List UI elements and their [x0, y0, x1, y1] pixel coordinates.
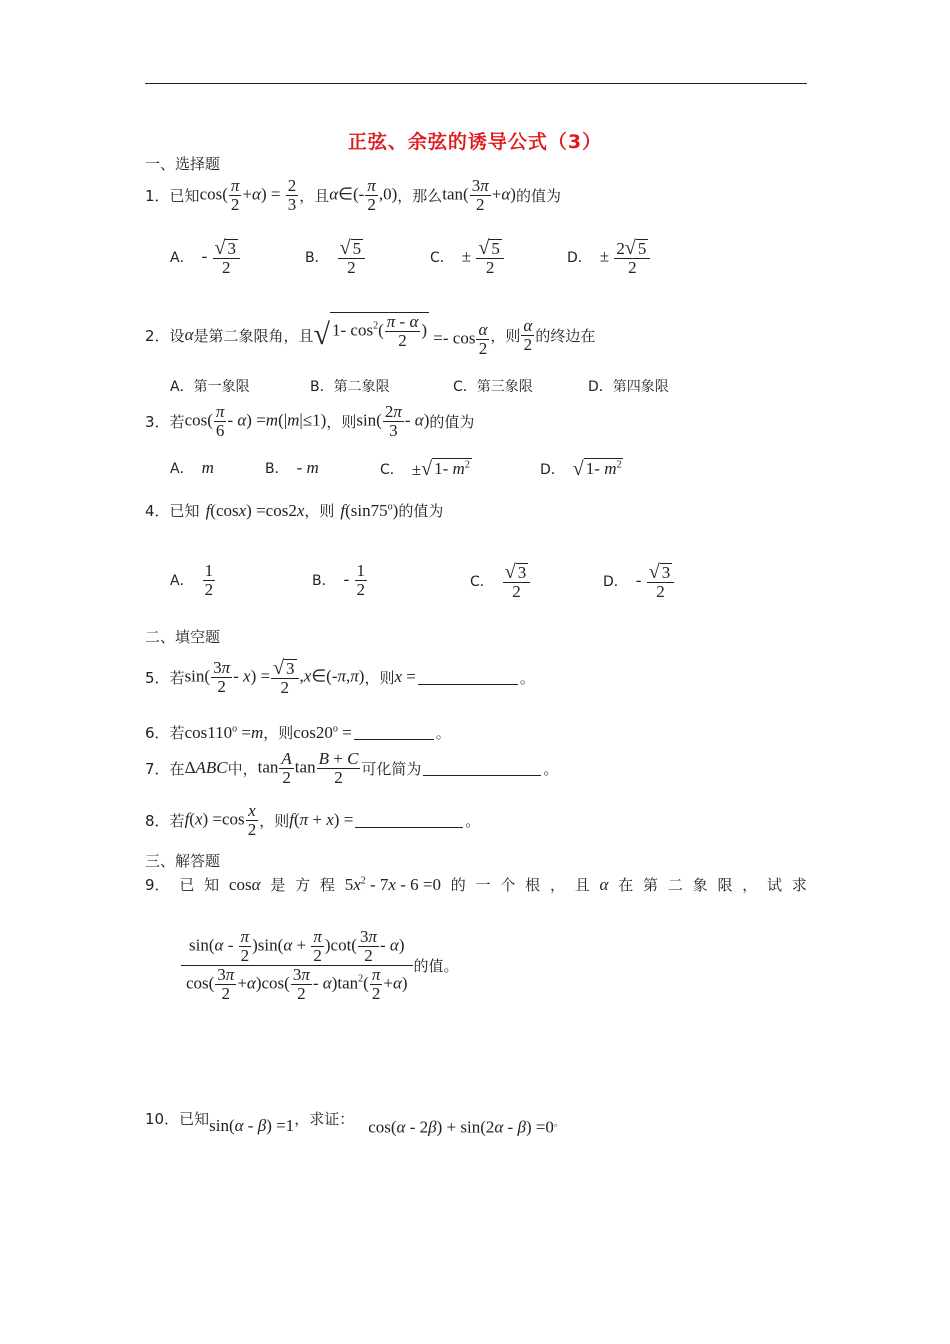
formula: tan( $\frac{3\pi}{2}$ +α)	[442, 176, 516, 214]
question-text: 第	[643, 876, 659, 894]
formula: sin(α - β) =1	[209, 1115, 295, 1135]
question-text: ，则	[259, 811, 290, 830]
answer-blank[interactable]	[355, 813, 463, 828]
option-label: A．	[170, 250, 194, 267]
question-text: 中，	[227, 759, 258, 778]
option-label: B．	[312, 573, 336, 590]
option-c[interactable]	[453, 376, 533, 396]
question-text: 设	[169, 326, 185, 345]
question-text: 方	[295, 876, 311, 894]
option-label: B．第二象限	[310, 379, 390, 395]
question-text: 在	[169, 759, 185, 778]
question-text: 二	[667, 876, 683, 894]
section-heading-fill: 二、填空题	[145, 628, 221, 646]
formula: sin(α - $\frac{\pi}{2}$ )sin(α + $\frac{\pi}{2}$ )cot( $\frac{3\pi}{2}$ - α) cos( $\frac{3\pi}{2}$ +α)cos( $\frac{3\pi}{2}$ - $\alpha)\tan^2$( $\frac{\pi}{2}$ +α)	[180, 928, 414, 1002]
option-label: A．	[170, 461, 194, 477]
option-label: A．第一象限	[170, 379, 250, 395]
option-d[interactable]: D． ± 2 √ 5 2	[567, 238, 651, 277]
question-text: 试	[767, 876, 783, 894]
question-text: 一	[475, 876, 491, 894]
formula: α	[599, 874, 609, 894]
question-text: 。	[435, 724, 451, 742]
question-text: 根	[525, 876, 541, 894]
option-a[interactable]: A． m	[170, 458, 214, 477]
option-a[interactable]: A． - √ 3 2	[170, 238, 241, 277]
option-a[interactable]: A． $\frac{1}{2}$	[170, 561, 214, 599]
question-text: 限	[717, 876, 733, 894]
option-label: C．	[380, 462, 404, 478]
formula: f(sin75$^o$)	[340, 500, 399, 520]
question-7	[145, 750, 558, 787]
question-text: 已知	[179, 1110, 210, 1129]
option-label: D．	[540, 462, 565, 478]
question-text: ，	[549, 876, 565, 894]
question-text: 个	[500, 876, 516, 894]
question-8	[145, 802, 480, 839]
question-text: 求	[791, 876, 807, 894]
question-text: 且	[574, 876, 590, 894]
question-number: 9．	[145, 876, 170, 894]
question-5	[145, 658, 535, 697]
question-text: 若	[169, 724, 185, 742]
question-text: 知	[204, 876, 220, 894]
question-text: 。	[465, 811, 481, 830]
formula: cos(α - 2β) + sin(2α - β) =0。	[368, 1117, 564, 1137]
header-rule	[145, 83, 807, 84]
formula: $5x^2 - 7x - 6 =0$	[344, 874, 441, 894]
question-text: ，则	[364, 668, 395, 687]
option-label: D．	[567, 250, 592, 267]
option-b[interactable]: B． - $\frac{1}{2}$	[312, 561, 366, 599]
formula: f(x) =cos $\frac{x}{2}$	[184, 801, 257, 839]
option-c[interactable]: C． √ 3 2	[470, 562, 531, 601]
option-label: D．第四象限	[588, 379, 669, 395]
option-label: C．	[430, 250, 454, 267]
question-text: 的值为	[398, 502, 444, 520]
question-2	[145, 312, 595, 358]
formula: x =	[394, 667, 416, 687]
question-text: 的值为	[515, 186, 561, 205]
formula: cos( $\frac{\pi}{2}$ +α) = $\frac{2}{3}$	[199, 176, 297, 214]
question-text: 象	[692, 876, 708, 894]
question-text: 。	[543, 759, 559, 778]
formula: cos( $\frac{\pi}{6}$ - α) =m(|m|≤1)	[184, 402, 327, 440]
question-text: 若	[169, 412, 185, 431]
option-c[interactable]: C． ± √ 5 2	[430, 238, 505, 277]
question-number: 10．	[145, 1110, 180, 1129]
question-text: ，求证：	[294, 1110, 355, 1129]
formula: sin( $\frac{3\pi}{2}$ - x) = √ 3 2 ,x∈(-π,π)	[184, 657, 365, 697]
answer-blank[interactable]	[423, 761, 541, 776]
formula: $\frac{\alpha}{2}$	[523, 315, 533, 354]
answer-blank[interactable]	[354, 725, 434, 740]
question-text: 的	[450, 876, 466, 894]
question-text: 是第二象限角，且	[193, 326, 314, 345]
option-d[interactable]: D． - √ 3 2	[603, 562, 675, 601]
question-number: 1．	[145, 186, 170, 205]
question-text: ，则	[304, 502, 335, 520]
formula: f(π + x) =	[289, 810, 354, 830]
question-10	[145, 1100, 564, 1138]
section-heading-choice: 一、选择题	[145, 155, 221, 173]
question-3	[145, 403, 474, 440]
question-9	[145, 874, 807, 895]
option-label: C．第三象限	[453, 379, 533, 395]
formula: α∈(- $\frac{\pi}{2}$ ,0)	[329, 176, 398, 214]
question-text: 是	[270, 876, 286, 894]
question-text: 在	[618, 876, 634, 894]
question-text: 程	[319, 876, 335, 894]
option-d[interactable]	[588, 376, 669, 396]
option-label: C．	[470, 574, 494, 591]
option-c[interactable]: C． ± √ 1- $m^2$	[380, 458, 470, 480]
question-number: 5．	[145, 668, 170, 687]
option-d[interactable]: D． √ 1- $m^2$	[540, 458, 622, 480]
question-text: 若	[169, 668, 185, 687]
question-text: 若	[169, 811, 185, 830]
question-4	[145, 500, 443, 521]
question-text: 的终边在	[535, 326, 596, 345]
formula: f(cosx) =cos2x	[205, 500, 305, 520]
question-text: 已知	[169, 502, 200, 520]
question-number: 6．	[145, 724, 170, 742]
formula: tan $\frac{A}{2}$ tan $\frac{B + C}{2}$	[257, 749, 359, 787]
section-heading-solve: 三、解答题	[145, 852, 221, 870]
question-text: ，则	[326, 412, 357, 431]
option-a[interactable]	[170, 376, 250, 396]
formula: α	[184, 325, 194, 345]
question-text: 已知	[169, 186, 200, 205]
question-text: 可化简为	[361, 759, 422, 778]
question-text: 的值。	[413, 956, 459, 975]
question-number: 7．	[145, 759, 170, 778]
question-text: 。	[519, 668, 535, 687]
formula: $\cos 110^o =m$	[184, 722, 264, 742]
page-title: 正弦、余弦的诱导公式（3）	[347, 131, 603, 153]
question-text: ，则	[263, 724, 294, 742]
option-b[interactable]	[310, 376, 390, 396]
question-text: 已	[179, 876, 195, 894]
question-text: 的值为	[429, 412, 475, 431]
answer-blank[interactable]	[418, 670, 518, 685]
option-label: A．	[170, 573, 194, 590]
option-label: B．	[265, 461, 289, 477]
option-b[interactable]: B． √ 5 2	[305, 238, 366, 277]
question-text: ，	[742, 876, 758, 894]
question-9-expression	[180, 928, 459, 1002]
question-number: 8．	[145, 811, 170, 830]
question-number: 4．	[145, 502, 170, 520]
question-1	[145, 177, 561, 214]
question-text: ，那么	[397, 186, 443, 205]
formula: √ 1- $\cos^2$( $\frac{\pi - \alpha}{2}$ ) =- cos $\frac{\alpha}{2}$	[313, 312, 488, 359]
formula: ΔABC	[184, 758, 228, 778]
question-number: 3．	[145, 412, 170, 431]
formula: cosα	[228, 874, 261, 894]
question-6	[145, 722, 451, 743]
option-b[interactable]: B． - m	[265, 458, 319, 477]
question-number: 2．	[145, 326, 170, 345]
question-text: ，则	[490, 326, 521, 345]
formula: $\cos 20^o$ =	[293, 722, 352, 742]
question-text: ，且	[299, 186, 330, 205]
option-label: D．	[603, 574, 628, 591]
option-label: B．	[305, 250, 329, 267]
formula: sin( $\frac{2\pi}{3}$ - α)	[356, 402, 430, 440]
